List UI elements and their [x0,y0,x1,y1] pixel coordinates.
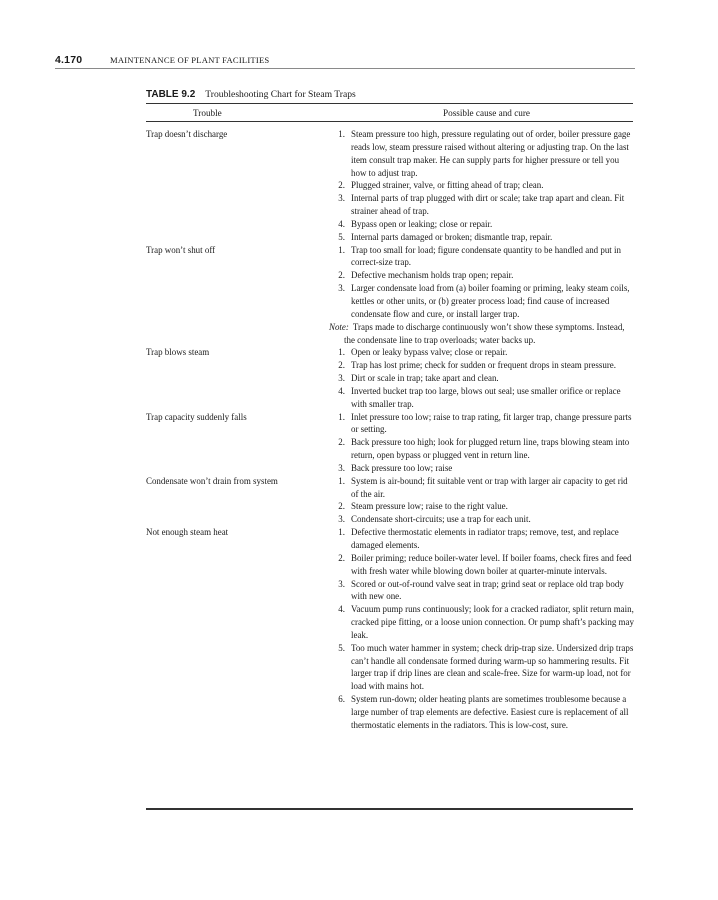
cause-item-number: 2. [338,552,345,563]
cause-item-number: 4. [338,604,345,615]
note-label: Note: [329,321,349,332]
cause-item-number: 1. [338,475,345,486]
cause-item-text: Back pressure too high; look for plugged return line, traps blowing steam into return, open bypass or plugged vent in return line. [351,437,630,461]
table-note [329,321,634,347]
cause-item-number: 5. [338,642,345,653]
cause-item-text: Dirt or scale in trap; take apart and clean. [351,373,499,384]
cause-item-number: 5. [338,231,345,242]
trouble-cell: Trap doesn’t discharge [146,129,228,139]
cause-item-text: Inverted bucket trap too large, blows out seal; use smaller orifice or replace with smaller trap. [351,385,621,409]
cause-item [329,436,634,462]
cause-item-number: 4. [338,385,345,396]
cause-item [329,462,634,475]
cause-item [329,552,634,578]
cause-item-number: 2. [338,270,345,281]
cause-item-text: Internal parts of trap plugged with dirt or scale; take trap apart and clean. Fit strainer ahead of trap. [351,193,625,217]
cause-item-number: 1. [338,527,345,538]
page-number: 4.170 [55,54,83,66]
cause-item [329,603,634,642]
cause-item [329,693,634,732]
cause-item-text: Trap too small for load; figure condensate quantity to be handled and put in correct-size trap. [351,244,621,268]
cause-item [329,475,634,501]
cause-item-number: 3. [338,462,345,473]
cause-item-number: 4. [338,218,345,229]
cause-item [329,578,634,604]
cause-item-number: 6. [338,694,345,705]
cause-item [329,500,634,513]
cause-item [329,269,634,282]
cause-item-text: Inlet pressure too low; raise to trap rating, fit larger trap, change pressure parts or setting. [351,411,632,435]
cause-item [329,411,634,437]
cause-cell [329,411,634,475]
cause-item-text: Larger condensate load from (a) boiler foaming or priming, leaky steam coils, kettles or other units, or (b) greater process load; find cause of increased condensate flow and cure, or install larger trap. [351,283,630,319]
cause-item [329,231,634,244]
cause-item-text: Steam pressure low; raise to the right value. [351,501,508,512]
table-header-rule [146,121,633,122]
table-row [146,346,634,410]
cause-cell [329,475,634,526]
note-wrapper [329,321,634,347]
cause-item-text: Bypass open or leaking; close or repair. [351,218,493,229]
cause-item-number: 3. [338,283,345,294]
cause-cell [329,244,634,347]
cause-item-number: 3. [338,373,345,384]
cause-item [329,128,634,179]
cause-item-number: 2. [338,360,345,371]
cause-item-number: 1. [338,411,345,422]
cause-item [329,513,634,526]
cause-item-text: System is air-bound; fit suitable vent or trap with larger air capacity to get rid of the air. [351,475,628,499]
trouble-cell: Trap blows steam [146,347,210,358]
cause-item-number: 2. [338,501,345,512]
cause-item [329,642,634,693]
cause-item-number: 1. [338,347,345,358]
cause-item [329,372,634,385]
cause-item [329,282,634,321]
cause-item-number: 1. [338,244,345,255]
cause-item [329,346,634,359]
cause-item [329,218,634,231]
table-body [146,128,634,732]
table-top-rule [146,103,633,104]
cause-item-text: Condensate short-circuits; use a trap for each unit. [351,514,531,525]
cause-item-number: 3. [338,193,345,204]
table-row [146,128,634,244]
trouble-cell: Condensate won’t drain from system [146,475,278,486]
header-rule [55,68,635,69]
cause-item-text: Too much water hammer in system; check drip-trap size. Undersized drip traps can’t handle all condensate formed during warm-up so hammering results. Fit larger trap if drip lines are clean and scale-free. Size for warm-up load, not for load with mains hot. [351,642,634,692]
cause-item-text: Internal parts damaged or broken; dismantle trap, repair. [351,231,553,242]
cause-item [329,385,634,411]
cause-item-text: Steam pressure too high, pressure regulating out of order, boiler pressure gage reads low, steam pressure raised without altering or adjusting trap. On the last item consult trap maker. He can supply parts for higher pressure or tell you how to adjust trap. [351,129,631,178]
table-row [146,526,634,732]
cause-item-text: Open or leaky bypass valve; close or repair. [351,347,508,358]
cause-item-number: 3. [338,578,345,589]
trouble-cell: Trap capacity suddenly falls [146,411,247,422]
cause-item-number: 2. [338,437,345,448]
cause-item-text: Trap has lost prime; check for sudden or frequent drops in steam pressure. [351,360,616,371]
cause-item [329,192,634,218]
cause-item-text: System run-down; older heating plants are sometimes troublesome because a large number of trap elements are defective. Easiest cure is replacement of all thermostatic elements in the radiators. This is low-cost, sure. [351,694,629,730]
table-bottom-rule [146,808,633,810]
cause-item-number: 2. [338,180,345,191]
cause-item-text: Back pressure too low; raise [351,462,453,473]
cause-item-text: Scored or out-of-round valve seat in trap; grind seat or replace old trap body with new one. [351,578,624,602]
cause-item [329,526,634,552]
column-header-trouble: Trouble [193,108,222,118]
page-header [55,54,635,68]
cause-cell [329,526,634,732]
cause-item-number: 1. [338,129,345,139]
cause-item [329,244,634,270]
note-text: Traps made to discharge continuously won’t show these symptoms. Instead, the condensate line to trap overloads; water backs up. [344,321,625,345]
table-row [146,244,634,347]
table-row [146,475,634,526]
running-head: MAINTENANCE OF PLANT FACILITIES [110,55,270,65]
cause-item-text: Plugged strainer, valve, or fitting ahead of trap; clean. [351,180,544,191]
trouble-cell: Trap won’t shut off [146,244,216,255]
cause-item-number: 3. [338,514,345,525]
cause-cell [329,346,634,410]
cause-item-text: Vacuum pump runs continuously; look for a cracked radiator, split return main, cracked pipe fitting, or a loose union connection. Or pump shaft’s packing may leak. [351,604,634,640]
cause-item-text: Boiler priming; reduce boiler-water level. If boiler foams, check fires and feed with fresh water while blowing down boiler at quarter-minute intervals. [351,552,632,576]
table-title: Troubleshooting Chart for Steam Traps [205,89,356,100]
cause-item [329,359,634,372]
table-label: TABLE 9.2 [146,89,196,100]
column-header-cause: Possible cause and cure [443,108,530,118]
cause-item-text: Defective mechanism holds trap open; repair. [351,270,514,281]
cause-item [329,179,634,192]
table-row [146,411,634,475]
cause-item-text: Defective thermostatic elements in radiator traps; remove, test, and replace damaged elements. [351,527,619,550]
table-caption [146,84,356,102]
trouble-cell: Not enough steam heat [146,527,229,538]
cause-cell [329,128,634,244]
